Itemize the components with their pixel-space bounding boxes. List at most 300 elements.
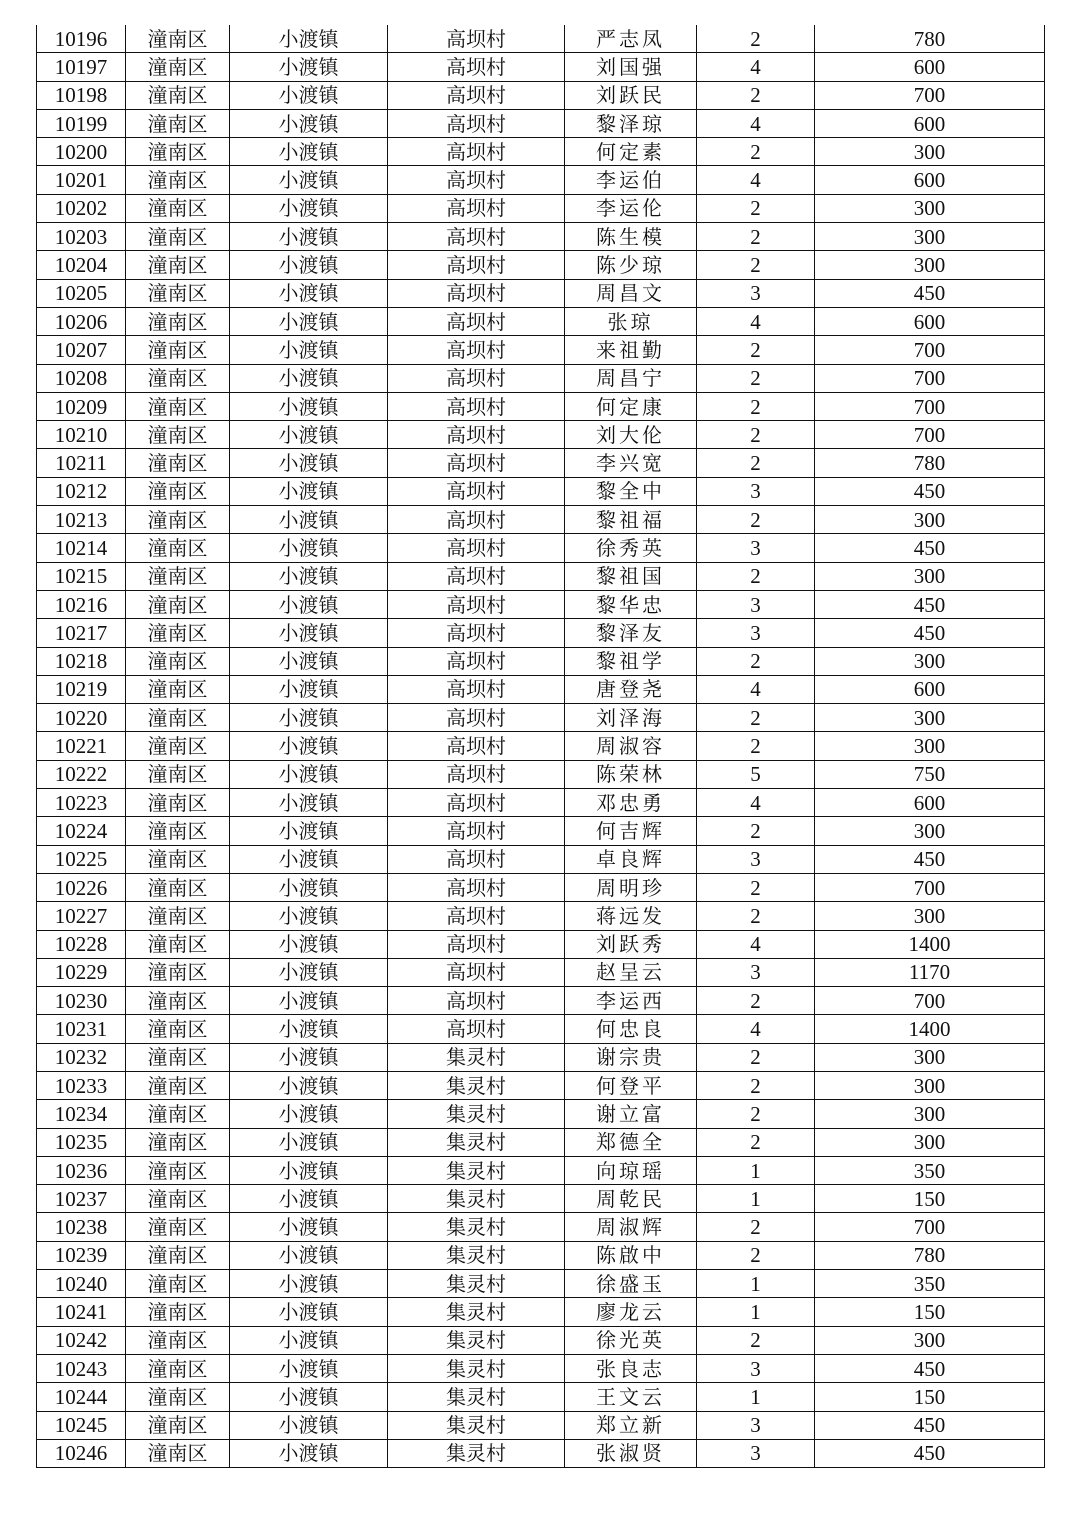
town-cell: 小渡镇 [230, 590, 388, 618]
record-number-cell: 10222 [37, 760, 126, 788]
village-cell: 高坝村 [388, 138, 565, 166]
name-cell: 刘大伦 [565, 421, 697, 449]
count-cell: 2 [697, 336, 815, 364]
record-number-cell: 10242 [37, 1326, 126, 1354]
name-cell: 郑德全 [565, 1128, 697, 1156]
record-number-cell: 10233 [37, 1071, 126, 1099]
name-cell: 邓忠勇 [565, 789, 697, 817]
count-cell: 3 [697, 958, 815, 986]
amount-cell: 700 [815, 873, 1045, 901]
district-cell: 潼南区 [126, 1156, 230, 1184]
amount-cell: 300 [815, 647, 1045, 675]
record-number-cell: 10230 [37, 987, 126, 1015]
name-cell: 李兴宽 [565, 449, 697, 477]
village-cell: 高坝村 [388, 675, 565, 703]
village-cell: 高坝村 [388, 958, 565, 986]
table-row [37, 506, 1045, 534]
count-cell: 1 [697, 1270, 815, 1298]
table-row [37, 987, 1045, 1015]
village-cell: 高坝村 [388, 619, 565, 647]
amount-cell: 450 [815, 1439, 1045, 1467]
name-cell: 黎祖国 [565, 562, 697, 590]
amount-cell: 300 [815, 817, 1045, 845]
amount-cell: 300 [815, 194, 1045, 222]
name-cell: 谢宗贵 [565, 1043, 697, 1071]
amount-cell: 150 [815, 1383, 1045, 1411]
count-cell: 3 [697, 1354, 815, 1382]
village-cell: 高坝村 [388, 902, 565, 930]
town-cell: 小渡镇 [230, 279, 388, 307]
count-cell: 1 [697, 1298, 815, 1326]
village-cell: 高坝村 [388, 930, 565, 958]
name-cell: 周昌宁 [565, 364, 697, 392]
name-cell: 黎祖福 [565, 506, 697, 534]
town-cell: 小渡镇 [230, 1100, 388, 1128]
district-cell: 潼南区 [126, 732, 230, 760]
amount-cell: 700 [815, 987, 1045, 1015]
table-row [37, 1241, 1045, 1269]
amount-cell: 600 [815, 307, 1045, 335]
name-cell: 黎全中 [565, 477, 697, 505]
record-number-cell: 10206 [37, 307, 126, 335]
count-cell: 2 [697, 81, 815, 109]
district-cell: 潼南区 [126, 1241, 230, 1269]
count-cell: 2 [697, 421, 815, 449]
town-cell: 小渡镇 [230, 675, 388, 703]
table-row [37, 760, 1045, 788]
village-cell: 高坝村 [388, 873, 565, 901]
town-cell: 小渡镇 [230, 930, 388, 958]
village-cell: 高坝村 [388, 25, 565, 53]
amount-cell: 750 [815, 760, 1045, 788]
count-cell: 3 [697, 1439, 815, 1467]
district-cell: 潼南区 [126, 619, 230, 647]
village-cell: 集灵村 [388, 1185, 565, 1213]
record-number-cell: 10229 [37, 958, 126, 986]
amount-cell: 300 [815, 1128, 1045, 1156]
count-cell: 4 [697, 789, 815, 817]
town-cell: 小渡镇 [230, 307, 388, 335]
amount-cell: 450 [815, 534, 1045, 562]
amount-cell: 300 [815, 732, 1045, 760]
town-cell: 小渡镇 [230, 817, 388, 845]
table-row [37, 307, 1045, 335]
amount-cell: 780 [815, 25, 1045, 53]
town-cell: 小渡镇 [230, 1270, 388, 1298]
district-cell: 潼南区 [126, 930, 230, 958]
table-row [37, 845, 1045, 873]
table-row [37, 562, 1045, 590]
table-row [37, 53, 1045, 81]
table-row [37, 732, 1045, 760]
village-cell: 高坝村 [388, 817, 565, 845]
district-cell: 潼南区 [126, 477, 230, 505]
amount-cell: 150 [815, 1185, 1045, 1213]
table-row [37, 619, 1045, 647]
amount-cell: 150 [815, 1298, 1045, 1326]
table-row [37, 1128, 1045, 1156]
count-cell: 3 [697, 619, 815, 647]
count-cell: 2 [697, 1241, 815, 1269]
record-number-cell: 10231 [37, 1015, 126, 1043]
town-cell: 小渡镇 [230, 194, 388, 222]
count-cell: 2 [697, 902, 815, 930]
record-number-cell: 10218 [37, 647, 126, 675]
name-cell: 严志凤 [565, 25, 697, 53]
name-cell: 黎泽友 [565, 619, 697, 647]
name-cell: 何吉辉 [565, 817, 697, 845]
village-cell: 高坝村 [388, 590, 565, 618]
village-cell: 高坝村 [388, 534, 565, 562]
record-number-cell: 10225 [37, 845, 126, 873]
table-row [37, 421, 1045, 449]
village-cell: 集灵村 [388, 1100, 565, 1128]
town-cell: 小渡镇 [230, 732, 388, 760]
record-number-cell: 10227 [37, 902, 126, 930]
name-cell: 陈荣林 [565, 760, 697, 788]
table-row [37, 873, 1045, 901]
district-cell: 潼南区 [126, 760, 230, 788]
district-cell: 潼南区 [126, 675, 230, 703]
amount-cell: 450 [815, 279, 1045, 307]
amount-cell: 300 [815, 1100, 1045, 1128]
count-cell: 2 [697, 1100, 815, 1128]
record-number-cell: 10201 [37, 166, 126, 194]
town-cell: 小渡镇 [230, 1383, 388, 1411]
village-cell: 高坝村 [388, 166, 565, 194]
district-cell: 潼南区 [126, 1439, 230, 1467]
count-cell: 2 [697, 138, 815, 166]
town-cell: 小渡镇 [230, 506, 388, 534]
record-number-cell: 10236 [37, 1156, 126, 1184]
amount-cell: 300 [815, 251, 1045, 279]
table-row [37, 392, 1045, 420]
amount-cell: 450 [815, 477, 1045, 505]
count-cell: 2 [697, 392, 815, 420]
town-cell: 小渡镇 [230, 364, 388, 392]
district-cell: 潼南区 [126, 1411, 230, 1439]
district-cell: 潼南区 [126, 109, 230, 137]
count-cell: 2 [697, 1071, 815, 1099]
record-number-cell: 10234 [37, 1100, 126, 1128]
district-cell: 潼南区 [126, 817, 230, 845]
town-cell: 小渡镇 [230, 251, 388, 279]
village-cell: 高坝村 [388, 392, 565, 420]
name-cell: 蒋远发 [565, 902, 697, 930]
district-cell: 潼南区 [126, 364, 230, 392]
amount-cell: 450 [815, 590, 1045, 618]
district-cell: 潼南区 [126, 789, 230, 817]
district-cell: 潼南区 [126, 1270, 230, 1298]
record-number-cell: 10203 [37, 223, 126, 251]
town-cell: 小渡镇 [230, 477, 388, 505]
amount-cell: 350 [815, 1156, 1045, 1184]
name-cell: 徐光英 [565, 1326, 697, 1354]
count-cell: 1 [697, 1185, 815, 1213]
table-row [37, 675, 1045, 703]
table-row [37, 647, 1045, 675]
name-cell: 陈啟中 [565, 1241, 697, 1269]
count-cell: 2 [697, 1213, 815, 1241]
table-body [37, 25, 1045, 1468]
village-cell: 高坝村 [388, 223, 565, 251]
count-cell: 4 [697, 166, 815, 194]
name-cell: 李运伯 [565, 166, 697, 194]
name-cell: 徐盛玉 [565, 1270, 697, 1298]
name-cell: 李运西 [565, 987, 697, 1015]
count-cell: 3 [697, 845, 815, 873]
amount-cell: 1400 [815, 1015, 1045, 1043]
count-cell: 2 [697, 987, 815, 1015]
name-cell: 张琼 [565, 307, 697, 335]
count-cell: 2 [697, 364, 815, 392]
amount-cell: 780 [815, 449, 1045, 477]
record-number-cell: 10246 [37, 1439, 126, 1467]
record-number-cell: 10228 [37, 930, 126, 958]
town-cell: 小渡镇 [230, 1156, 388, 1184]
table-row [37, 590, 1045, 618]
name-cell: 张淑贤 [565, 1439, 697, 1467]
amount-cell: 300 [815, 138, 1045, 166]
name-cell: 周乾民 [565, 1185, 697, 1213]
record-number-cell: 10198 [37, 81, 126, 109]
name-cell: 刘跃民 [565, 81, 697, 109]
record-number-cell: 10216 [37, 590, 126, 618]
table-row [37, 81, 1045, 109]
count-cell: 2 [697, 1043, 815, 1071]
record-number-cell: 10244 [37, 1383, 126, 1411]
village-cell: 集灵村 [388, 1383, 565, 1411]
count-cell: 4 [697, 53, 815, 81]
record-number-cell: 10207 [37, 336, 126, 364]
record-number-cell: 10243 [37, 1354, 126, 1382]
record-number-cell: 10220 [37, 704, 126, 732]
record-number-cell: 10205 [37, 279, 126, 307]
table-row [37, 449, 1045, 477]
table-row [37, 1270, 1045, 1298]
count-cell: 3 [697, 477, 815, 505]
table-row [37, 1439, 1045, 1467]
amount-cell: 350 [815, 1270, 1045, 1298]
district-cell: 潼南区 [126, 449, 230, 477]
table-row [37, 1100, 1045, 1128]
district-cell: 潼南区 [126, 194, 230, 222]
name-cell: 李运伦 [565, 194, 697, 222]
record-number-cell: 10204 [37, 251, 126, 279]
name-cell: 谢立富 [565, 1100, 697, 1128]
amount-cell: 700 [815, 1213, 1045, 1241]
name-cell: 卓良辉 [565, 845, 697, 873]
name-cell: 黎华忠 [565, 590, 697, 618]
name-cell: 张良志 [565, 1354, 697, 1382]
district-cell: 潼南区 [126, 590, 230, 618]
district-cell: 潼南区 [126, 421, 230, 449]
count-cell: 2 [697, 1326, 815, 1354]
district-cell: 潼南区 [126, 1354, 230, 1382]
table-row [37, 789, 1045, 817]
town-cell: 小渡镇 [230, 958, 388, 986]
record-number-cell: 10235 [37, 1128, 126, 1156]
village-cell: 高坝村 [388, 364, 565, 392]
table-row [37, 534, 1045, 562]
town-cell: 小渡镇 [230, 562, 388, 590]
record-number-cell: 10237 [37, 1185, 126, 1213]
table-row [37, 1156, 1045, 1184]
name-cell: 来祖勤 [565, 336, 697, 364]
record-number-cell: 10224 [37, 817, 126, 845]
table-row [37, 336, 1045, 364]
name-cell: 刘跃秀 [565, 930, 697, 958]
town-cell: 小渡镇 [230, 647, 388, 675]
district-cell: 潼南区 [126, 958, 230, 986]
name-cell: 黎泽琼 [565, 109, 697, 137]
count-cell: 4 [697, 930, 815, 958]
table-row [37, 1326, 1045, 1354]
district-cell: 潼南区 [126, 562, 230, 590]
name-cell: 周淑辉 [565, 1213, 697, 1241]
amount-cell: 450 [815, 619, 1045, 647]
district-cell: 潼南区 [126, 166, 230, 194]
table-row [37, 704, 1045, 732]
district-cell: 潼南区 [126, 1383, 230, 1411]
record-number-cell: 10221 [37, 732, 126, 760]
table-row [37, 477, 1045, 505]
record-number-cell: 10226 [37, 873, 126, 901]
village-cell: 高坝村 [388, 647, 565, 675]
count-cell: 4 [697, 675, 815, 703]
record-number-cell: 10245 [37, 1411, 126, 1439]
town-cell: 小渡镇 [230, 1298, 388, 1326]
name-cell: 郑立新 [565, 1411, 697, 1439]
village-cell: 集灵村 [388, 1128, 565, 1156]
record-number-cell: 10200 [37, 138, 126, 166]
count-cell: 2 [697, 25, 815, 53]
village-cell: 高坝村 [388, 789, 565, 817]
town-cell: 小渡镇 [230, 81, 388, 109]
village-cell: 高坝村 [388, 760, 565, 788]
village-cell: 集灵村 [388, 1071, 565, 1099]
town-cell: 小渡镇 [230, 1015, 388, 1043]
table-row [37, 109, 1045, 137]
amount-cell: 1400 [815, 930, 1045, 958]
village-cell: 集灵村 [388, 1354, 565, 1382]
table-row [37, 1043, 1045, 1071]
count-cell: 2 [697, 873, 815, 901]
town-cell: 小渡镇 [230, 336, 388, 364]
amount-cell: 600 [815, 109, 1045, 137]
district-cell: 潼南区 [126, 25, 230, 53]
village-cell: 集灵村 [388, 1241, 565, 1269]
table-row [37, 1071, 1045, 1099]
town-cell: 小渡镇 [230, 109, 388, 137]
town-cell: 小渡镇 [230, 873, 388, 901]
record-number-cell: 10196 [37, 25, 126, 53]
village-cell: 高坝村 [388, 421, 565, 449]
district-cell: 潼南区 [126, 902, 230, 930]
count-cell: 3 [697, 279, 815, 307]
record-number-cell: 10209 [37, 392, 126, 420]
table-row [37, 364, 1045, 392]
district-cell: 潼南区 [126, 1128, 230, 1156]
district-cell: 潼南区 [126, 845, 230, 873]
table-row [37, 251, 1045, 279]
count-cell: 2 [697, 1128, 815, 1156]
table-row [37, 1213, 1045, 1241]
count-cell: 3 [697, 534, 815, 562]
village-cell: 高坝村 [388, 562, 565, 590]
name-cell: 刘泽海 [565, 704, 697, 732]
village-cell: 高坝村 [388, 506, 565, 534]
record-number-cell: 10214 [37, 534, 126, 562]
amount-cell: 700 [815, 81, 1045, 109]
amount-cell: 1170 [815, 958, 1045, 986]
village-cell: 高坝村 [388, 987, 565, 1015]
name-cell: 刘国强 [565, 53, 697, 81]
count-cell: 1 [697, 1156, 815, 1184]
amount-cell: 450 [815, 1354, 1045, 1382]
table-row [37, 930, 1045, 958]
district-cell: 潼南区 [126, 279, 230, 307]
count-cell: 2 [697, 449, 815, 477]
name-cell: 黎祖学 [565, 647, 697, 675]
village-cell: 高坝村 [388, 704, 565, 732]
amount-cell: 300 [815, 223, 1045, 251]
record-number-cell: 10199 [37, 109, 126, 137]
town-cell: 小渡镇 [230, 1411, 388, 1439]
record-number-cell: 10197 [37, 53, 126, 81]
table-row [37, 223, 1045, 251]
record-number-cell: 10208 [37, 364, 126, 392]
count-cell: 2 [697, 817, 815, 845]
record-number-cell: 10241 [37, 1298, 126, 1326]
table-row [37, 166, 1045, 194]
amount-cell: 450 [815, 1411, 1045, 1439]
town-cell: 小渡镇 [230, 25, 388, 53]
table-row [37, 25, 1045, 53]
count-cell: 2 [697, 223, 815, 251]
table-row [37, 1411, 1045, 1439]
district-cell: 潼南区 [126, 987, 230, 1015]
amount-cell: 700 [815, 392, 1045, 420]
district-cell: 潼南区 [126, 223, 230, 251]
amount-cell: 600 [815, 789, 1045, 817]
district-cell: 潼南区 [126, 1185, 230, 1213]
town-cell: 小渡镇 [230, 1071, 388, 1099]
town-cell: 小渡镇 [230, 987, 388, 1015]
district-cell: 潼南区 [126, 534, 230, 562]
record-number-cell: 10210 [37, 421, 126, 449]
name-cell: 何定康 [565, 392, 697, 420]
district-cell: 潼南区 [126, 1326, 230, 1354]
amount-cell: 600 [815, 166, 1045, 194]
district-cell: 潼南区 [126, 1100, 230, 1128]
name-cell: 何忠良 [565, 1015, 697, 1043]
town-cell: 小渡镇 [230, 138, 388, 166]
town-cell: 小渡镇 [230, 902, 388, 930]
district-cell: 潼南区 [126, 307, 230, 335]
village-cell: 高坝村 [388, 53, 565, 81]
amount-cell: 600 [815, 53, 1045, 81]
town-cell: 小渡镇 [230, 1185, 388, 1213]
amount-cell: 600 [815, 675, 1045, 703]
village-cell: 高坝村 [388, 194, 565, 222]
record-number-cell: 10240 [37, 1270, 126, 1298]
village-cell: 集灵村 [388, 1213, 565, 1241]
table-row [37, 1015, 1045, 1043]
town-cell: 小渡镇 [230, 1241, 388, 1269]
town-cell: 小渡镇 [230, 619, 388, 647]
village-cell: 高坝村 [388, 477, 565, 505]
